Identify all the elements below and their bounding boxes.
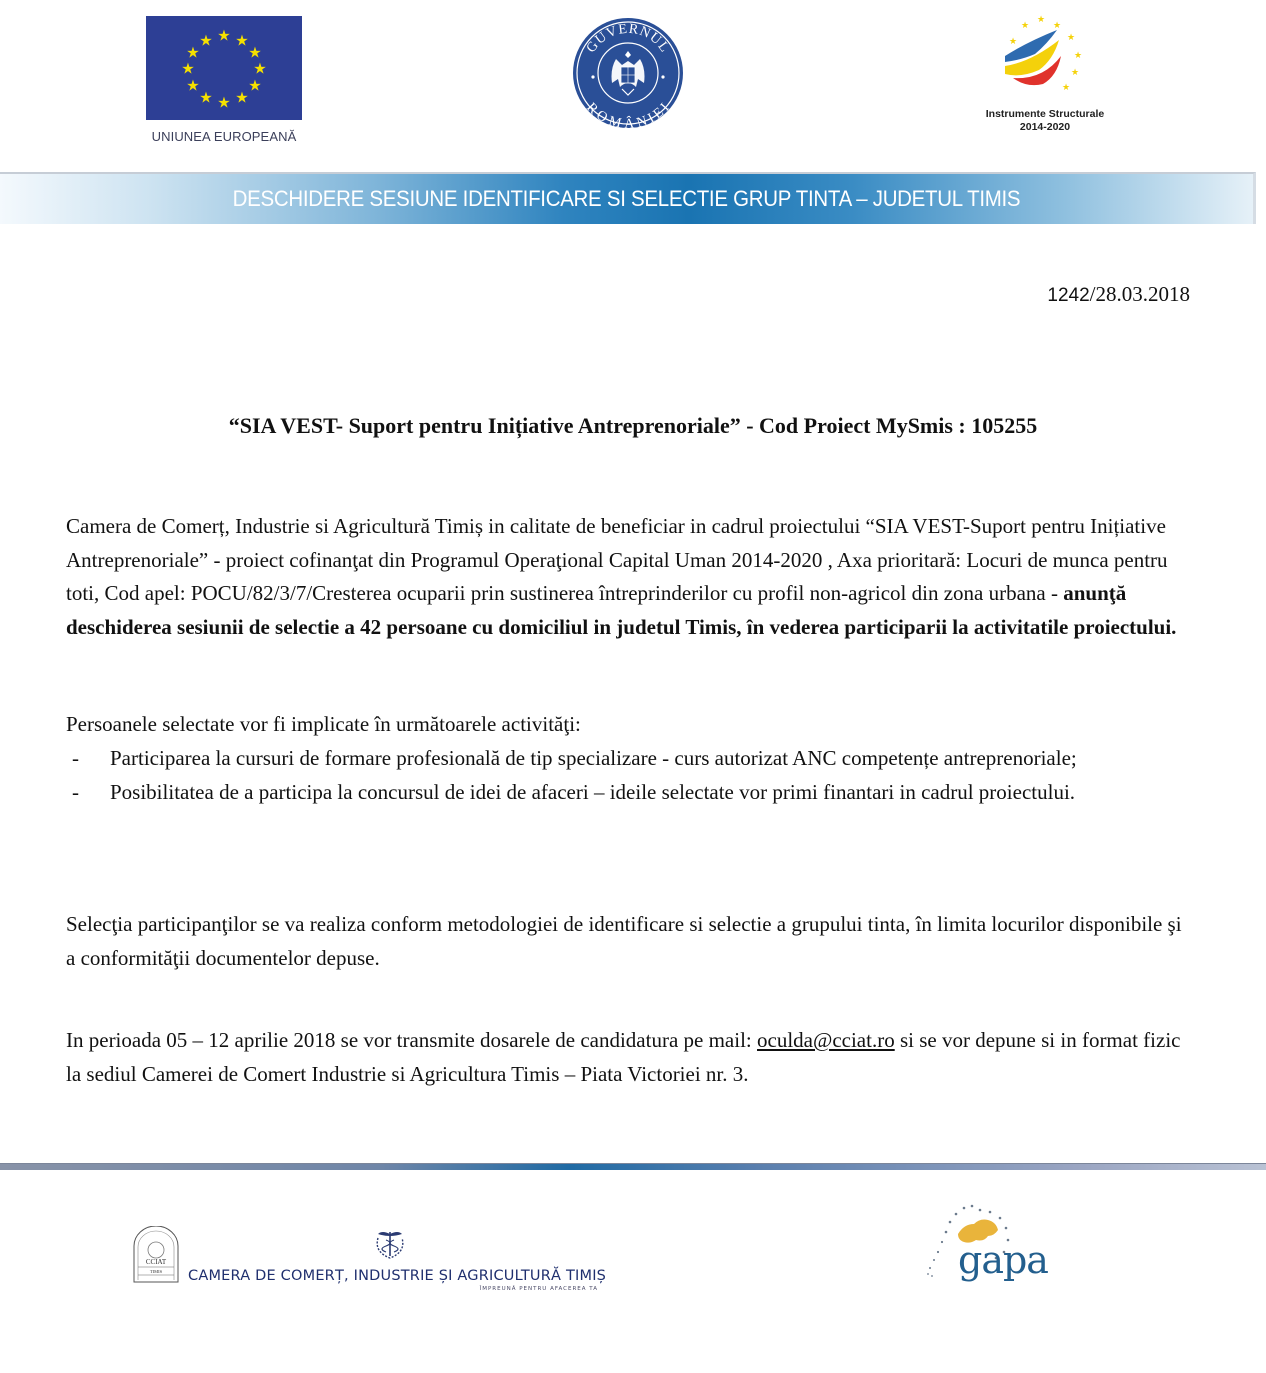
cciat-logo [132,1226,607,1296]
selection-paragraph: Selecţia participanţilor se va realiza conform metodologiei de identificare si selectie a grupului tinta, în limita locurilor disponibile şi a conformităţii documentelor depuse. [66,912,1182,970]
instrumente-structurale-emblem-icon [995,8,1095,108]
announcement-highlight: anunţă deschiderea sesiunii de selectie a 42 persoane cu domiciliul in judetul Timis, în vederea participarii la activitatile proiectului. [66,581,1177,639]
list-item [66,742,1166,776]
gapa-wordmark: gapa [958,1238,1048,1282]
svg-text:★: ★ [1071,68,1080,78]
title-banner [0,172,1256,224]
romanian-government-logo [572,17,684,129]
eu-logo [146,16,302,144]
submission-text-continued: si se vor depune si in format fizic la sediul Camerei de Comert Industrie si Agricultura Timis – Piata Victoriei nr. 3. [66,1028,1181,1086]
cciat-tagline: ÎMPREUNĂ PENTRU AFACEREA TA [479,1286,598,1292]
cciat-stamp-icon [132,1226,180,1284]
reference-separator: / [1089,282,1096,306]
svg-text:★: ★ [1067,33,1076,43]
svg-text:★: ★ [1009,37,1018,47]
reference-date: 28.03.2018 [1095,282,1190,306]
list-item-text: Posibilitatea de a participa la concursul de idei de afaceri – ideile selectate vor primi finantari in cadrul proiectului. [110,779,1076,804]
submission-text: In perioada 05 – 12 aprilie 2018 se vor transmite dosarele de candidatura pe mail: [66,1028,758,1052]
svg-text:★: ★ [1021,21,1030,31]
instrumente-structurale-logo [975,8,1115,134]
hermes-caduceus-icon [372,1228,408,1262]
announcement-text: Camera de Comerț, Industrie si Agricultură Timiș in calitate de beneficiar in cadrul proiectului “SIA VEST-Suport pentru Inițiative Antreprenoriale” - proiect cofinanţat din Programul Operaţional Capital Uman 2014-2020 , Axa prioritară: Locuri de munca pentru toti, Cod apel: POCU/82/3/7/Cresterea ocuparii prin sustinerea întreprinderilor cu profil non-agricol din zona urbana - [66,514,1168,605]
registration-number: 1242 [1047,285,1090,306]
list-item-text: Participarea la cursuri de formare profesională de tip specializare - curs autorizat ANC competențe antreprenoriale; [110,746,1077,770]
bullet-marker: - [72,746,79,770]
banner-title: DESCHIDERE SESIUNE IDENTIFICARE SI SELECTIE GRUP TINTA – JUDETUL TIMIS [232,186,1021,211]
gapa-logo [920,1200,1070,1315]
is-caption-line2: 2014-2020 [1019,121,1071,133]
reference-number [1047,282,1190,307]
svg-text:★: ★ [1053,21,1062,31]
svg-text:CCIAT: CCIAT [145,1258,167,1266]
svg-text:★: ★ [1037,15,1046,25]
svg-text:GUVERNUL: GUVERNUL [583,21,673,56]
project-title: “SIA VEST- Suport pentru Inițiative Antreprenoriale” - Cod Proiect MySmis : 105255 [228,413,1038,438]
footer-divider [0,1163,1266,1170]
svg-text:★: ★ [1074,51,1083,61]
is-caption-line1: Instrumente Structurale [985,108,1105,120]
activities-intro: Persoanele selectate vor fi implicate în următoarele activităţi: [66,712,581,736]
svg-text:TIMIS: TIMIS [149,1269,163,1274]
cciat-name: CAMERA DE COMERȚ, INDUSTRIE ȘI AGRICULTURĂ TIMIȘ [188,1268,607,1284]
svg-text:★: ★ [1062,83,1071,93]
list-item [66,776,1166,810]
announcement-paragraph [66,510,1196,644]
activities-list [66,742,1166,809]
eu-caption: UNIUNEA EUROPEANĂ [151,129,297,144]
romanian-government-seal-icon [572,17,684,129]
email-link[interactable]: oculda@cciat.ro [757,1028,895,1052]
submission-paragraph [66,1024,1196,1091]
bullet-marker: - [72,779,79,804]
svg-text:ROMÂNIEI: ROMÂNIEI [583,100,674,129]
eu-flag-icon: ★ ★ ★ ★ ★ ★ ★ ★ ★ ★ ★ ★ [146,16,302,120]
